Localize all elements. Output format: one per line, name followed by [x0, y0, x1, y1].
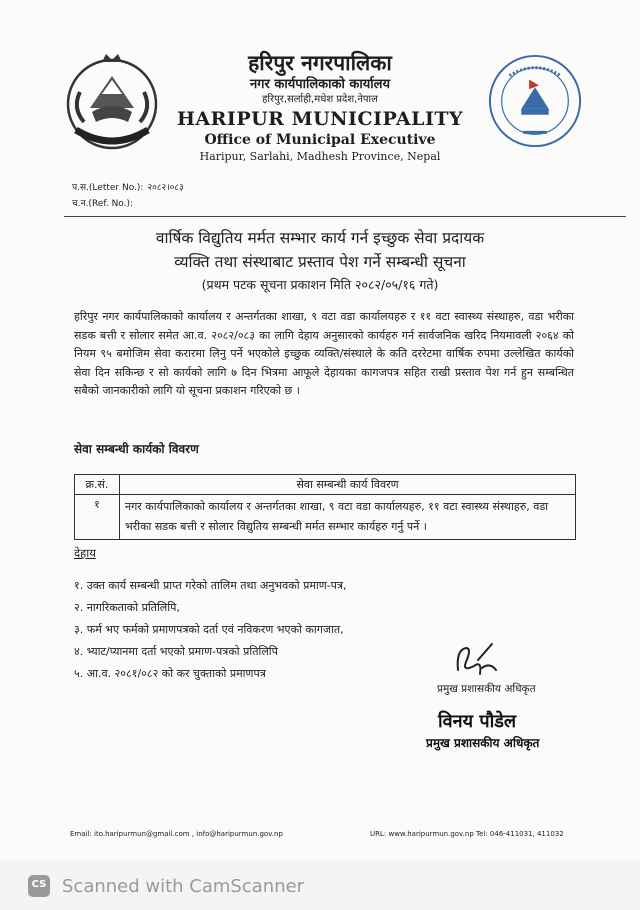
- requirements: [74, 546, 347, 685]
- municipality-name-english: HARIPUR MUNICIPALITY: [176, 108, 464, 130]
- requirements-title: देहाय: [74, 546, 96, 560]
- list-item: १. उक्त कार्य सम्बन्धी प्राप्त गरेको तालिम तथा अनुभवको प्रमाण-पत्र,: [74, 579, 347, 592]
- table-header-row: [75, 475, 576, 495]
- camscanner-logo-icon: CS: [28, 875, 50, 897]
- footer-url: URL: www.haripurmun.gov.np Tel: 046-411031, 411032: [370, 830, 564, 838]
- office-name-nepali: नगर कार्यपालिकाको कार्यालय: [249, 77, 391, 92]
- list-item: ४. भ्याट/प्यानमा दर्ता भएको प्रमाण-पत्रको प्रतिलिपि: [74, 645, 278, 658]
- letter-number: [72, 180, 184, 196]
- row-description: नगर कार्यपालिकाको कार्यालय र अन्तर्गतका शाखा, ९ वटा वडा कार्यालयहरु, ११ वटा स्वास्थ्य संस्थाहरु, वडा भरीका सडक बत्ती र सोलार विद्युतिय सम्बन्धी मर्मत सम्भार कार्यहरु गर्नु पर्ने ।: [120, 495, 576, 540]
- requirements-list: [74, 575, 347, 685]
- notice-title-line1: वार्षिक विद्युतिय मर्मत सम्भार कार्य गर्न इच्छुक सेवा प्रदायक: [155, 229, 485, 247]
- list-item: ५. आ.व. २०८१/०८२ को कर चुक्ताको प्रमाणपत्र: [74, 667, 266, 680]
- municipality-seal-icon: [486, 52, 584, 150]
- service-section-title: सेवा सम्बन्धी कार्यको विवरण: [74, 442, 199, 456]
- letter-number-label: प.स.(Letter No.):: [72, 183, 144, 193]
- address-english: Haripur, Sarlahi, Madhesh Province, Nepal: [199, 150, 441, 163]
- letter-number-value: २०८२।०८३: [147, 183, 184, 193]
- camscanner-text: Scanned with CamScanner: [62, 876, 305, 897]
- column-header-serial: क्र.सं.: [75, 475, 120, 495]
- handwritten-signature: [452, 640, 502, 680]
- table-row: [75, 495, 576, 540]
- municipality-name-nepali: हरिपुर नगरपालिका: [248, 51, 392, 75]
- stamp-name: विनय पौडेल: [438, 711, 517, 732]
- stamp-role: प्रमुख प्रशासकीय अधिकृत: [426, 736, 540, 750]
- notice-publish-date: (प्रथम पटक सूचना प्रकाशन मिति २०८२/०५/१६ गते): [201, 277, 439, 292]
- signatory-role: प्रमुख प्रशासकीय अधिकृत: [437, 683, 536, 695]
- notice-title: [70, 226, 570, 296]
- footer-email: Email: ito.haripurmun@gmail.com , info@haripurmun.gov.np: [70, 830, 283, 838]
- reference-block: [72, 180, 184, 212]
- notice-title-line2: व्यक्ति तथा संस्थाबाट प्रस्ताव पेश गर्ने सम्बन्धी सूचना: [174, 253, 466, 271]
- ref-number-label: च.न.(Ref. No.):: [72, 199, 134, 209]
- ref-number: [72, 196, 184, 212]
- list-item: ३. फर्म भए फर्मको प्रमाणपत्रको दर्ता एवं नविकरण भएको कागजात,: [74, 623, 344, 636]
- letterhead: [170, 50, 470, 164]
- list-item: २. नागरिकताको प्रतिलिपि,: [74, 601, 180, 614]
- nepal-emblem-icon: [62, 52, 162, 152]
- header-divider: [64, 216, 626, 217]
- address-nepali: हरिपुर,सर्लाही,मधेश प्रदेश,नेपाल: [262, 94, 378, 105]
- camscanner-watermark: [0, 860, 640, 910]
- office-name-english: Office of Municipal Executive: [204, 132, 436, 148]
- column-header-description: सेवा सम्बन्धी कार्य विवरण: [120, 475, 576, 495]
- row-serial: १: [75, 495, 120, 540]
- name-stamp: [426, 710, 539, 752]
- notice-body: हरिपुर नगर कार्यपालिकाको कार्यालय र अन्तर्गतका शाखा, ९ वटा वडा कार्यालयहरु र ११ वटा स्वास्थ्य संस्थाहरु, वडा भरीका सडक बत्ती र सोलार समेत आ.व. २०८२/०८३ का लागि देहाय अनुसारको कार्यहरु गर्न सार्वजनिक खरिद नियमावली २०६४ को नियम ९५ बमोजिम सेवा करारमा लिनु पर्ने भएकोले इच्छुक व्यक्ति/संस्थाले के कति दररेटमा वार्षिक रुपमा उल्लेखित कार्यको सेवा दिन सकिन्छ र सो कार्यको लागि ७ दिन भित्रमा आफूले देहायका कागजपत्र सहित राखी प्रस्ताव पेश गर्न हुन सम्बन्धित सबैको जानकारीको लागि यो सूचना प्रकाशन गरिएको छ ।: [74, 310, 574, 398]
- service-table: [74, 474, 576, 540]
